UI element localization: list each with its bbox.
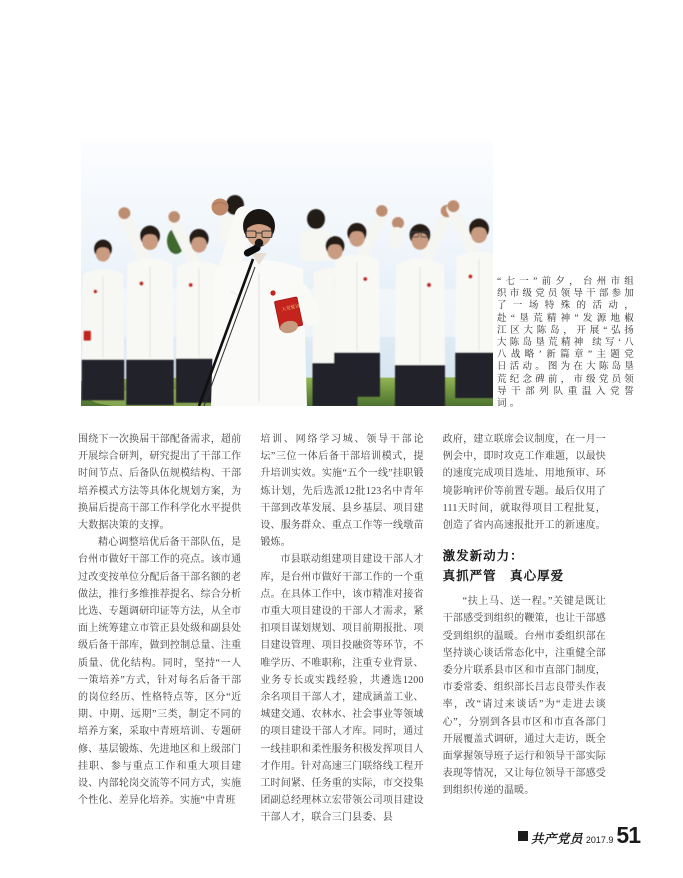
- section-heading: [443, 546, 606, 586]
- paragraph: 围绕下一次换届干部配备需求，超前开展综合研判，研究提出了干部工作时间节点、后备队伍规模结构、干部培养模式方法等具体化规划方案，为换届后提高干部工作科学化水平提供大数据决策的支撑。: [78, 434, 242, 532]
- issue-date: 2017.9: [585, 835, 614, 845]
- paragraph: 精心调整培优后备干部队伍，是台州市做好干部工作的亮点。该市通过改变按单位分配后备干部名额的老做法，推行多维推荐提名、综合分析比选、专题调研印证等方法，从全市面上统筹建立市管正县处级和副县处级后备干部库，做到控制总量、注重质量、优化结构。同时，坚持“一人一策培养”方式，针对每名后备干部的岗位经历、性格特点等，区分“近期、中期、远期”三类，制定不同的培养方案，采取中青班培训、专题研修、基层锻炼、先进地区和上级部门挂职、参与重点工作和重大项目建设、内部轮岗交流等不同方式，实施个性化、差异化培养。实施“中青班: [78, 537, 242, 807]
- paragraph: 政府，建立联席会议制度，在一月一例会中，即时攻克工作难题，以最快的速度完成项目选址、用地预审、环境影响评价等前置专题。最后仅用了111天时间，就取得项目工程批复，创造了省内高速报批开工的新速度。: [442, 434, 606, 532]
- section-heading-line1: 激发新动力：: [442, 549, 524, 564]
- paragraph: 市县联动组建项目建设干部人才库，是台州市做好干部工作的一个重点。在具体工作中，该市精准对接省市重大项目建设的干部人才需求，紧扣项目谋划规划、项目前期报批、项目建设管理、项目投融资等环节，不唯学历、不唯职称，注重专业背景、业务专长或实践经验，共遴选1200余名项目干部人才，建成涵盖工业、城建交通、农林水、社会事业等领域的项目建设干部人才库。同时，通过一线挂职和柔性服务积极发挥项目人才作用。针对高速三门联络线工程开工时间紧、任务重的实际，市交投集团副总经理林立宏带领公司项目建设干部人才，联合三门县委、县: [260, 554, 424, 824]
- text-column-2: [260, 431, 423, 827]
- text-column-3: [443, 431, 606, 827]
- section-heading-line2: 真抓严管 真心厚爱: [442, 569, 565, 584]
- ceremony-photo-illustration: [81, 141, 493, 406]
- magazine-seal-icon: [518, 831, 528, 841]
- paragraph: “扶上马、送一程。”关键是既让干部感受到组织的鞭策，也让干部感受到组织的温暖。台州市委组织部在坚持谈心谈话常态化中，注重健全部委分片联系县市区和市直部门制度，市委常委、组织部长吕志良带头作表率，改“请过来谈话”为“走进去谈心”，分别到各县市区和市直各部门开展覆盖式调研，通过大走访，既全面掌握领导班子运行和领导干部实际表现等情况，又让每位领导干部感受到组织传递的温暖。: [442, 596, 606, 797]
- ceremony-photo: [81, 141, 493, 406]
- photo-caption: “七一”前夕，台州市组织市级党员领导干部参加了一场特殊的活动，赴“垦荒精神”发源地椒江区大陈岛，开展“弘扬大陈岛垦荒精神 续写‘八八战略’新篇章”主题党日活动。图为在大陈岛垦荒纪念碑前，市级党员领导干部列队重温入党誓词。: [497, 277, 637, 410]
- text-column-1: [78, 431, 241, 827]
- page-footer: [518, 824, 640, 847]
- oath-book-label: 入党誓词: [281, 303, 301, 312]
- article-body: [78, 431, 606, 827]
- magazine-logo: 共产党员: [530, 832, 583, 846]
- page-number: 51: [616, 822, 640, 848]
- paragraph: 培训、网络学习城、领导干部论坛”三位一体后备干部培训模式，提升培训实效。实施“五个一线”挂职锻炼计划，先后选派12批123名中青年干部到改革发展、县乡基层、项目建设、服务群众、重点工作等一线墩苗锻炼。: [260, 434, 424, 549]
